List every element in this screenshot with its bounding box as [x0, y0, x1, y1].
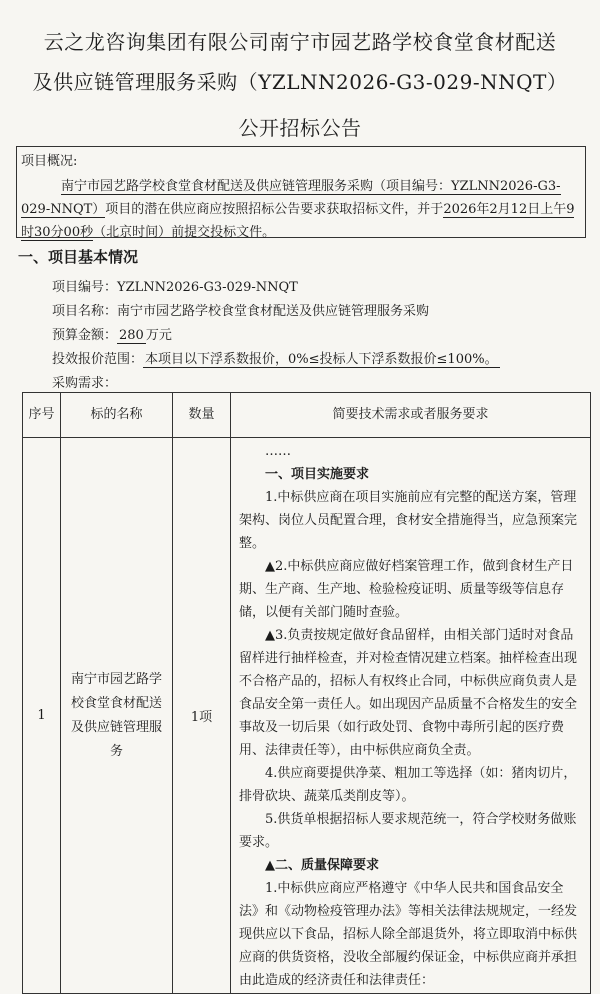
project-number-line: [52, 276, 298, 295]
budget-unit: 万元: [145, 328, 172, 343]
row-requirements: [231, 438, 591, 994]
table-header-row: [23, 393, 591, 438]
req-paragraph: 1.中标供应商应严格遵守《中华人民共和国食品安全法》和《动物检疫管理办法》等相关法律法规规定，一经发现供应以下食品，招标人除全部退货外，将立即取消中标供应商的供货资格，没收全部履约保证金，中标供应商并承担由此造成的经济责任和法律责任：: [239, 881, 578, 988]
budget-value: 280: [119, 328, 144, 343]
header-item-name: 标的名称: [61, 393, 173, 438]
title-line-3: 公开招标公告: [238, 116, 362, 140]
header-quantity: 数量: [173, 393, 231, 438]
table-row: [23, 438, 591, 994]
project-number-label: 项目编号：: [52, 280, 118, 295]
req-paragraph: 4.供应商要提供净菜、粗加工等选择（如：猪肉切片，排骨砍块、蔬菜瓜类削皮等）。: [239, 766, 577, 804]
overview-deadline: 2026年2月12日上午9时30分00秒: [21, 202, 575, 240]
bid-range-line: [52, 348, 500, 367]
req-paragraph: ▲2.中标供应商应做好档案管理工作，做到食材生产日期、生产商、生产地、检验检疫证明、质量等级等信息存储，以便有关部门随时查验。: [239, 559, 574, 620]
req-ellipsis: ……: [265, 444, 291, 459]
project-name-label: 项目名称：: [52, 304, 118, 319]
project-number: YZLNN2026-G3-029-NNQT: [117, 280, 298, 295]
overview-text: [21, 175, 581, 244]
overview-middle: 项目的潜在供应商应按照招标公告要求获取招标文件，并于: [105, 202, 444, 217]
header-requirements: 简要技术需求或者服务要求: [231, 393, 591, 438]
req-heading-quality: ▲二、质量保障要求: [265, 858, 379, 873]
req-paragraph: 1.中标供应商在项目实施前应有完整的配送方案，管理架构、岗位人员配置合理，食材安全措施得当，应急预案完整。: [239, 490, 578, 551]
budget-label: 预算金额：: [52, 328, 118, 343]
header-no: 序号: [23, 393, 61, 438]
budget-line: [52, 324, 172, 343]
overview-tail: （北京时间）前提交投标文件。: [93, 225, 276, 240]
requirements-table: [22, 392, 591, 994]
demand-label: 采购需求：: [52, 376, 118, 391]
req-heading-implementation: 一、项目实施要求: [265, 467, 370, 482]
row-quantity: 1项: [173, 438, 231, 994]
req-paragraph: ▲3.负责按规定做好食品留样，由相关部门适时对食品留样进行抽样检查，并对检查情况建立档案。抽样检查出现不合格产品的，招标人有权终止合同，中标供应商负责人是食品安全第一责任人。如出现因产品质量不合格发生的安全事故及一切后果（如行政处罚、食物中毒所引起的医疗费用、法律责任等），由中标供应商负全责。: [239, 628, 578, 758]
row-no: 1: [23, 438, 61, 994]
overview-project-ref: 南宁市园艺路学校食堂食材配送及供应链管理服务采购（项目编号：YZLNN2026-G3-029-NNQT）: [21, 179, 561, 217]
title-line-2: 及供应链管理服务采购（YZLNN2026-G3-029-NNQT）: [32, 70, 568, 94]
bid-range-label: 投效报价范围：: [52, 352, 144, 367]
section-heading-basic-info: 一、项目基本情况: [18, 248, 139, 266]
title-line-1: 云之龙咨询集团有限公司南宁市园艺路学校食堂食材配送: [43, 30, 557, 54]
bid-range: 本项目以下浮系数报价，0%≤投标人下浮系数报价≤100%。: [145, 352, 498, 367]
project-overview-box: [16, 146, 586, 238]
project-name-line: [52, 300, 429, 319]
project-name: 南宁市园艺路学校食堂食材配送及供应链管理服务采购: [117, 304, 430, 319]
row-item-name: 南宁市园艺路学校食堂食材配送及供应链管理服务: [61, 438, 173, 994]
req-paragraph: 5.供货单根据招标人要求规范统一，符合学校财务做账要求。: [239, 812, 577, 850]
overview-label: 项目概况:: [21, 154, 78, 169]
